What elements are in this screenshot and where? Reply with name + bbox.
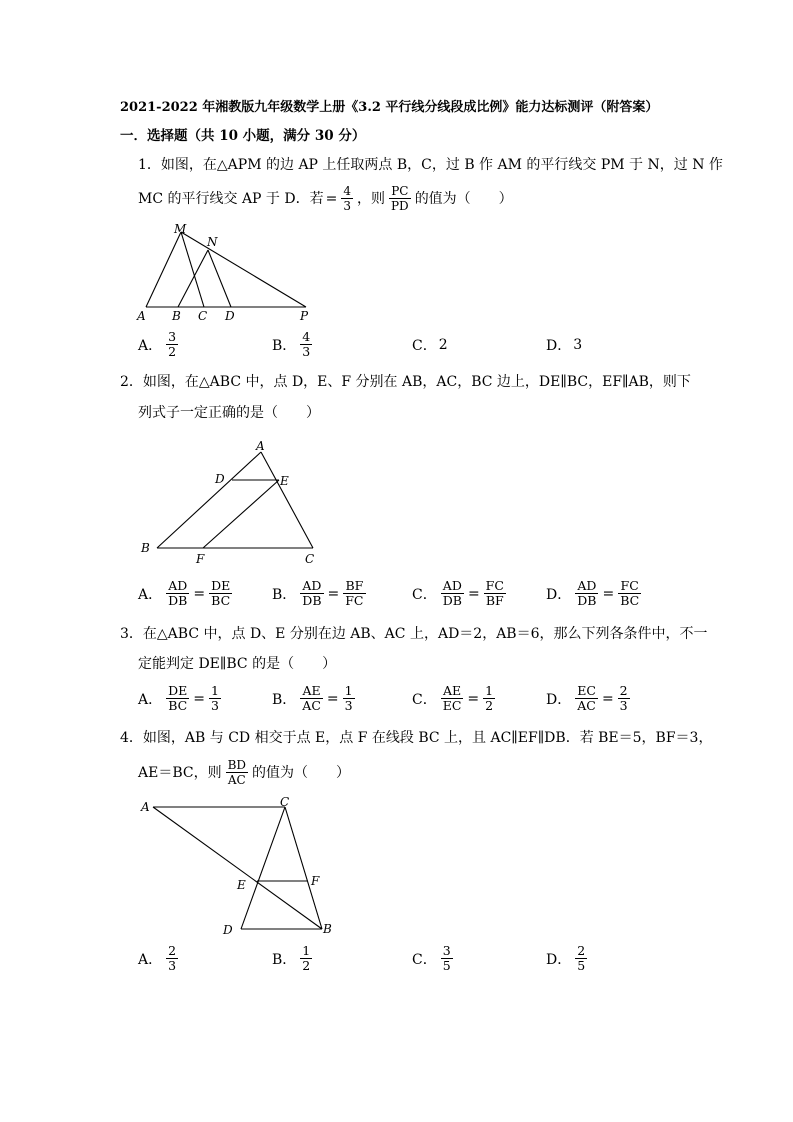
fraction-denominator: 5 [442, 958, 451, 973]
fraction-numerator: 2 [168, 943, 177, 958]
fraction-numerator: 4 [302, 329, 311, 344]
option-value: 3 [573, 337, 583, 353]
q1-text-c: ，则 [356, 190, 385, 207]
equals-sign: = [602, 585, 615, 602]
fraction-numerator: 2 [577, 943, 586, 958]
q2-stem-line1: 2．如图，在△ABC 中，点 D，E、F 分别在 AB，AC，BC 边上，DE∥BC，EF∥AB，则下 [120, 374, 691, 390]
q4-stem-line1: 4．如图，AB 与 CD 相交于点 E，点 F 在线段 BC 上，且 AC∥EF∥DB．若 BE＝5，BF＝3， [120, 730, 713, 746]
q2-option-c[interactable] [412, 579, 508, 608]
fraction-numerator: 3 [168, 329, 177, 344]
option-fraction [166, 944, 178, 973]
fraction-numerator: 4 [343, 184, 351, 198]
option-letter: C． [412, 586, 437, 603]
q2-figure [135, 435, 335, 570]
fraction-numerator: 2 [619, 683, 628, 698]
option-rhs-fraction [618, 579, 641, 608]
q4-option-a[interactable] [138, 944, 180, 973]
fraction-numerator: DE [211, 578, 231, 593]
q3-stem-line2: 定能判定 DE∥BC 的是（ ） [138, 656, 337, 672]
option-letter: A． [138, 951, 163, 968]
option-letter: D． [546, 338, 572, 354]
option-letter: C． [412, 951, 437, 968]
equals-sign: = [601, 690, 614, 707]
option-fraction [300, 944, 312, 973]
q4-option-b[interactable] [272, 944, 314, 973]
option-fraction [441, 944, 453, 973]
segment-nd [208, 250, 231, 307]
segment-am [146, 232, 181, 307]
fraction-denominator: 5 [577, 958, 586, 973]
option-lhs-fraction [300, 579, 323, 608]
fraction-denominator: FC [345, 593, 364, 608]
segment-mp [181, 232, 306, 307]
fraction-numerator: BD [227, 758, 247, 772]
segment-ab [153, 807, 322, 929]
q1-option-b[interactable] [272, 330, 314, 359]
fraction-numerator: FC [485, 578, 504, 593]
document-title: 2021-2022 年湘教版九年级数学上册《3.2 平行线分线段成比例》能力达标测评（附答案） [120, 100, 659, 115]
equals-sign: = [327, 585, 340, 602]
label-b: B [172, 309, 181, 323]
option-letter: A． [138, 337, 163, 354]
fraction-denominator: 2 [302, 958, 311, 973]
q4-text-a: AE＝BC，则 [138, 764, 222, 781]
fraction-numerator: 1 [344, 683, 353, 698]
q1-text-a: MC 的平行线交 AP 于 D．若 [138, 190, 324, 207]
option-letter: A． [138, 691, 163, 708]
q4-ask-fraction [226, 758, 248, 787]
fraction-denominator: 3 [344, 698, 353, 713]
q4-figure [135, 793, 345, 943]
segment-ab [157, 452, 261, 548]
label-d: D [225, 309, 235, 323]
label-e: E [280, 474, 289, 488]
option-fraction [300, 330, 312, 359]
fraction-denominator: DB [168, 593, 188, 608]
fraction-denominator: 3 [211, 698, 219, 713]
option-letter: C． [412, 691, 437, 708]
segment-ac [261, 452, 313, 548]
fraction-denominator: 3 [343, 199, 351, 213]
q1-text-eq: = [325, 190, 338, 207]
option-letter: D． [546, 691, 572, 708]
fraction-denominator: BC [620, 593, 640, 608]
fraction-numerator: PC [391, 184, 409, 198]
fraction-denominator: AC [575, 698, 598, 713]
segment-ef [203, 480, 279, 548]
q2-stem-line2: 列式子一定正确的是（ ） [138, 405, 320, 421]
option-rhs-fraction [209, 579, 232, 608]
option-lhs-fraction [575, 684, 598, 713]
fraction-denominator: DB [442, 593, 462, 608]
label-d: D [223, 923, 233, 937]
fraction-numerator: 3 [442, 943, 451, 958]
fraction-denominator: 3 [619, 698, 628, 713]
label-p: P [300, 309, 309, 323]
fraction-numerator: AE [302, 683, 321, 698]
option-lhs-fraction [166, 684, 189, 713]
fraction-denominator: 3 [168, 958, 177, 973]
fraction-denominator: 2 [168, 344, 177, 359]
fraction-numerator: AD [168, 578, 188, 593]
segment-cd [241, 807, 285, 929]
fraction-denominator: AC [302, 698, 321, 713]
fraction-denominator: 2 [485, 698, 494, 713]
option-letter: B． [272, 337, 297, 354]
option-letter: B． [272, 951, 297, 968]
fraction-numerator: AE [442, 683, 462, 698]
option-lhs-fraction [166, 579, 189, 608]
fraction-denominator: BC [166, 698, 189, 713]
fraction-numerator: 1 [302, 943, 311, 958]
q1-figure [130, 220, 330, 325]
fraction-numerator: EC [577, 683, 596, 698]
label-c: C [305, 552, 315, 566]
label-f: F [196, 552, 205, 566]
q4-text-b: 的值为（ ） [252, 764, 351, 781]
label-e: E [237, 878, 246, 892]
section-heading: 一．选择题（共 10 小题，满分 30 分） [120, 128, 366, 144]
fraction-denominator: AC [226, 772, 248, 787]
label-c: C [198, 309, 208, 323]
fraction-denominator: BC [209, 593, 232, 608]
option-lhs-fraction [575, 579, 598, 608]
q3-option-b[interactable] [272, 684, 357, 713]
equals-sign: = [467, 585, 480, 602]
fraction-numerator: DE [168, 683, 188, 698]
segment-cb [285, 807, 322, 929]
fraction-denominator: DB [302, 593, 322, 608]
fraction-denominator: EC [442, 698, 462, 713]
fraction-denominator: PD [390, 199, 409, 213]
option-lhs-fraction [300, 684, 323, 713]
option-letter: D． [546, 586, 572, 603]
fraction-numerator: FC [620, 578, 639, 593]
q2-option-a[interactable] [138, 579, 234, 608]
label-a: A [256, 439, 265, 453]
label-b: B [323, 922, 332, 936]
option-rhs-fraction [484, 579, 506, 608]
equals-sign: = [193, 690, 206, 707]
label-a: A [141, 800, 150, 814]
option-rhs-fraction [343, 684, 355, 713]
label-a: A [137, 309, 146, 323]
q1-option-a[interactable] [138, 330, 180, 359]
fraction-numerator: 1 [211, 683, 219, 698]
option-fraction [575, 944, 587, 973]
option-letter: D． [546, 951, 572, 968]
q1-option-c[interactable] [412, 335, 448, 355]
q3-stem-line1: 3．在△ABC 中，点 D、E 分别在边 AB、AC 上，AD＝2，AB＝6，那么下列各条件中，不一 [120, 626, 708, 642]
q3-option-d[interactable] [546, 684, 632, 713]
option-letter: C． [412, 338, 437, 354]
q1-stem-line1: 1．如图，在△APM 的边 AP 上任取两点 B，C，过 B 作 AM 的平行线交 PM 于 N，过 N 作 [138, 157, 723, 173]
option-letter: A． [138, 586, 163, 603]
q1-stem-line2 [138, 184, 513, 213]
label-m: M [174, 222, 187, 236]
fraction-denominator: BF [484, 593, 506, 608]
label-b: B [141, 541, 150, 555]
q1-text-d: 的值为（ ） [414, 190, 513, 207]
label-d: D [215, 472, 225, 486]
fraction-numerator: AD [577, 578, 597, 593]
option-rhs-fraction [483, 684, 495, 713]
option-value: 2 [438, 337, 448, 353]
q1-option-d[interactable] [546, 335, 582, 355]
fraction-numerator: 1 [485, 683, 494, 698]
q2-option-d[interactable] [546, 579, 643, 608]
segment-bn [178, 250, 208, 307]
fraction-denominator: 3 [302, 344, 311, 359]
label-f: F [311, 874, 320, 888]
q3-option-a[interactable] [138, 684, 223, 713]
q1-given-fraction [341, 184, 353, 213]
q1-ask-fraction [389, 184, 411, 213]
option-letter: B． [272, 691, 297, 708]
option-lhs-fraction [441, 684, 464, 713]
option-fraction [166, 330, 178, 359]
option-rhs-fraction [209, 684, 221, 713]
option-rhs-fraction [343, 579, 365, 608]
label-n: N [207, 235, 218, 249]
option-lhs-fraction [441, 579, 464, 608]
q3-option-c[interactable] [412, 684, 497, 713]
option-letter: B． [272, 586, 297, 603]
option-rhs-fraction [618, 684, 630, 713]
label-c: C [280, 795, 290, 809]
q4-option-c[interactable] [412, 944, 455, 973]
equals-sign: = [193, 585, 206, 602]
fraction-denominator: DB [577, 593, 597, 608]
fraction-numerator: AD [302, 578, 322, 593]
q4-stem-line2 [138, 758, 350, 787]
q4-option-d[interactable] [546, 944, 589, 973]
fraction-numerator: BF [345, 578, 364, 593]
fraction-numerator: AD [442, 578, 462, 593]
equals-sign: = [467, 690, 480, 707]
q2-option-b[interactable] [272, 579, 368, 608]
equals-sign: = [326, 690, 339, 707]
